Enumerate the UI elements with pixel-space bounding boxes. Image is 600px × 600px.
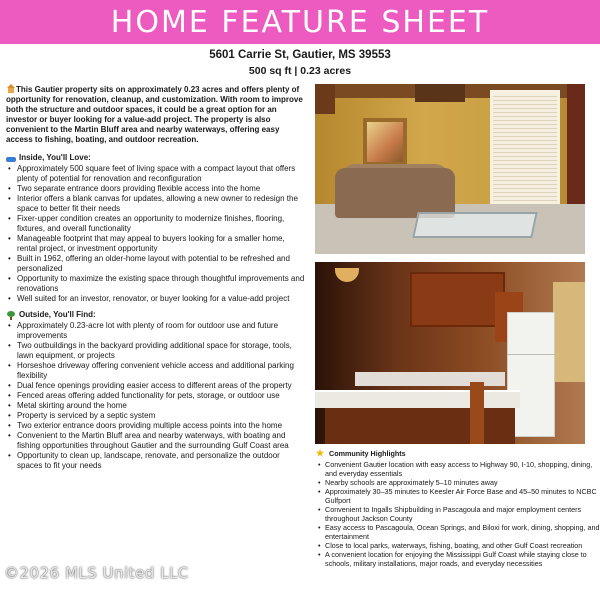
list-item: • Two outbuildings in the backyard providing additional space for storage, tools, lawn equipment, or projects bbox=[6, 341, 306, 361]
house-icon bbox=[6, 84, 16, 93]
list-item: • Two exterior entrance doors providing multiple access points into the home bbox=[6, 421, 306, 431]
copyright-watermark: ©2026 MLS United LLC bbox=[4, 564, 189, 582]
list-item: • Horseshoe driveway offering convenient vehicle access and additional parking flexibility bbox=[6, 361, 306, 381]
list-item: • Built in 1962, offering an older-home layout with potential to be refreshed and personalized bbox=[6, 254, 306, 274]
list-item: • Property is serviced by a septic system bbox=[6, 411, 306, 421]
list-item: • Well suited for an investor, renovator, or buyer looking for a value-add project bbox=[6, 294, 306, 304]
list-item: • Convenient to Ingalls Shipbuilding in Pascagoula and major employment centers throughout Jackson County bbox=[316, 505, 600, 523]
living-room-photo bbox=[315, 84, 585, 254]
upper-cabinet bbox=[410, 272, 505, 327]
list-item: • Approximately 0.23-acre lot with plenty of room for outdoor use and future improvements bbox=[6, 321, 306, 341]
sofa-icon bbox=[6, 154, 16, 163]
counter-post bbox=[470, 382, 484, 444]
lower-cabinet bbox=[325, 408, 515, 444]
property-address: 5601 Carrie St, Gautier, MS 39553 bbox=[209, 49, 391, 61]
kitchen-photo bbox=[315, 262, 585, 444]
wall-art bbox=[363, 118, 407, 166]
property-details: 500 sq ft | 0.23 acres bbox=[248, 65, 352, 77]
outside-section bbox=[6, 310, 306, 471]
star-icon: ★ bbox=[316, 449, 325, 458]
left-column bbox=[6, 84, 306, 600]
glass-coffee-table bbox=[412, 212, 538, 238]
list-item: • Dual fence openings providing easier access to different areas of the property bbox=[6, 381, 306, 391]
door bbox=[567, 84, 585, 204]
list-item: • Manageable footprint that may appeal to buyers looking for a smaller home, rental project, or investment opportunity bbox=[6, 234, 306, 254]
outside-section-title: Outside, You'll Find: bbox=[6, 310, 306, 320]
list-item: • Convenient to the Martin Bluff area and nearby waterways, with boating and fishing opportunities throughout Gautier and the surrounding Gulf Coast area bbox=[6, 431, 306, 451]
community-section-title: ★ Community Highlights bbox=[316, 449, 406, 458]
inside-section bbox=[6, 153, 306, 304]
list-item: • Fixer-upper condition creates an opportunity to modernize finishes, flooring, fixtures, and overall functionality bbox=[6, 214, 306, 234]
list-item: • Two separate entrance doors providing flexible access into the home bbox=[6, 184, 306, 194]
header-banner bbox=[0, 0, 600, 44]
window bbox=[553, 282, 585, 382]
list-item: • A convenient location for enjoying the Mississippi Gulf Coast while staying close to schools, military installations, major roads, and everyday necessities bbox=[316, 550, 600, 568]
sofa bbox=[335, 168, 455, 218]
tree-icon bbox=[6, 311, 16, 320]
list-item: • Opportunity to maximize the existing space through thoughtful improvements and renovations bbox=[6, 274, 306, 294]
refrigerator-door-line bbox=[507, 354, 555, 355]
community-section bbox=[316, 449, 600, 600]
list-item: • Approximately 30–35 minutes to Keesler Air Force Base and 45–50 minutes to NCBC Gulfport bbox=[316, 487, 600, 505]
list-item: • Approximately 500 square feet of living space with a compact layout that offers plenty of potential for renovation and reconfiguration bbox=[6, 164, 306, 184]
page-title: HOME FEATURE SHEET bbox=[110, 4, 490, 40]
wall-art-canvas bbox=[367, 122, 403, 162]
wall-trim bbox=[315, 84, 335, 114]
window-blinds bbox=[490, 90, 560, 205]
list-item: • Metal skirting around the home bbox=[6, 401, 306, 411]
list-item: • Close to local parks, waterways, fishing, boating, and other Gulf Coast recreation bbox=[316, 541, 600, 550]
list-item: • Interior offers a blank canvas for updates, allowing a new owner to redesign the space to better fit their needs bbox=[6, 194, 306, 214]
community-list bbox=[316, 460, 600, 568]
countertop bbox=[315, 390, 520, 408]
outside-list bbox=[6, 321, 306, 471]
inside-section-title: Inside, You'll Love: bbox=[6, 153, 306, 163]
list-item: • Convenient Gautier location with easy access to Highway 90, I-10, shopping, dining, and everyday essentials bbox=[316, 460, 600, 478]
ceiling-beam bbox=[415, 84, 465, 102]
list-item: • Opportunity to clean up, landscape, renovate, and personalize the outdoor spaces to fit your needs bbox=[6, 451, 306, 471]
list-item: • Easy access to Pascagoula, Ocean Springs, and Biloxi for work, dining, shopping, and entertainment bbox=[316, 523, 600, 541]
list-item: • Nearby schools are approximately 5–10 minutes away bbox=[316, 478, 600, 487]
list-item: • Fenced areas offering added functionality for pets, storage, or outdoor use bbox=[6, 391, 306, 401]
inside-list bbox=[6, 164, 306, 304]
intro-paragraph: This Gautier property sits on approximately 0.23 acres and offers plenty of opportunity for renovation, cleanup, and customization. With room to improve both the structure and outdoor spaces, it could be a great option for an investor or buyer looking for a value-add project. The property is also convenient to the Martin Bluff area and nearby waterways, offering easy access to fishing, boating, and outdoor recreation. bbox=[6, 85, 303, 144]
